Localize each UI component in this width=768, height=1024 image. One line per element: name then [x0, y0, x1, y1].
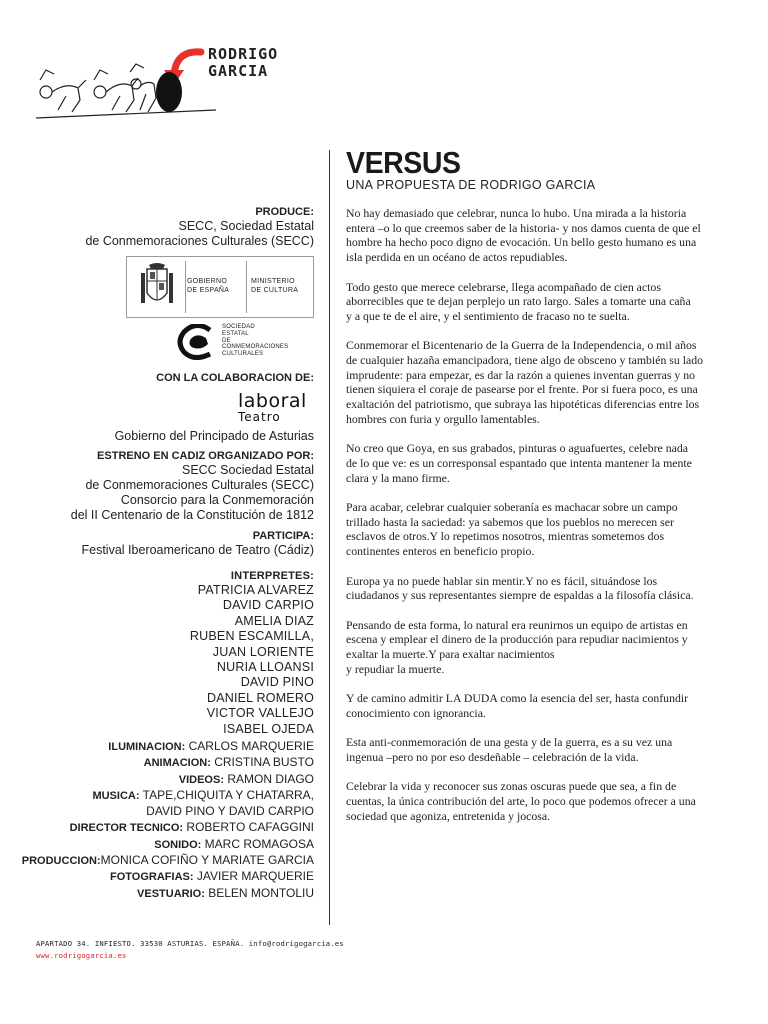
produce-line-1: SECC, Sociedad Estatal	[178, 219, 314, 233]
teatro-text: Teatro	[238, 410, 281, 424]
credit-name: JAVIER MARQUERIE	[193, 869, 314, 884]
cast-name: JUAN LORIENTE	[212, 644, 314, 659]
secc-line: DE	[222, 337, 231, 344]
article-paragraph: Todo gesto que merece celebrarse, llega acompañado de cien actos aborrecibles que te dejan perplejo un rato largo. Sales a tomarte una caña y a que te de el aire, y el sentimiento de fracaso no te suelta.	[346, 279, 691, 323]
credit-name: TAPE,CHIQUITA Y CHATARRA,	[139, 787, 314, 802]
credit-row	[20, 886, 314, 902]
participa-heading: PARTICIPA:	[252, 530, 314, 542]
credit-row	[20, 755, 314, 771]
credit-role: FOTOGRAFIAS:	[110, 871, 194, 884]
credit-name: MARC ROMAGOSA	[201, 836, 314, 851]
gobierno-line2: DE ESPAÑA	[187, 287, 230, 294]
cast-name: RUBEN ESCAMILLA,	[189, 629, 314, 644]
credit-row	[20, 804, 314, 820]
credit-name: BELEN MONTOLIU	[204, 885, 314, 900]
cast-name: ISABEL OJEDA	[223, 721, 314, 736]
secc-emblem-icon	[176, 324, 216, 360]
credit-row	[20, 869, 314, 885]
article-paragraph: Pensando de esta forma, lo natural era reunirnos un equipo de artistas en escena y emplear el dinero de la producción para repudiar nacimientos y exaltar la muerte.Y para exaltar nacimientos y repudiar la muerte.	[346, 617, 688, 676]
brand-name-line1: RODRIGO	[208, 45, 279, 63]
brand-name	[208, 46, 278, 80]
credit-name: MONICA COFIÑO Y MARIATE GARCIA	[100, 853, 314, 868]
estreno-line: Consorcio para la Conmemoración	[120, 493, 314, 507]
credit-role: MUSICA:	[92, 789, 140, 802]
secc-line: ESTATAL	[222, 330, 249, 337]
credit-row	[20, 772, 314, 788]
pushing-figure-3-icon	[130, 64, 156, 112]
credit-row	[20, 853, 314, 869]
cast-name: DAVID PINO	[240, 675, 314, 690]
colaboracion-section	[20, 429, 314, 444]
gobierno-ministerio-logo	[126, 256, 314, 318]
gobierno-line1: GOBIERNO	[187, 278, 228, 285]
article-paragraph: Celebrar la vida y reconocer sus zonas oscuras puede que sea, a fin de cuentas, la única contribución del arte, lo poco que podemos ofrecer a una sociedad que agoniza, entretenida y jocosa.	[346, 779, 696, 823]
footer-address: APARTADO 34. INFIESTO. 33530 ASTURIAS. ESPAÑA. info@rodrigogarcia.es	[36, 939, 344, 948]
credit-row	[20, 788, 314, 804]
credit-row	[20, 837, 314, 853]
cast-name: PATRICIA ALVAREZ	[197, 583, 314, 597]
ministerio-line2: DE CULTURA	[251, 287, 299, 294]
credit-role: ILUMINACION:	[108, 741, 186, 753]
credit-name: DAVID PINO Y DAVID CARPIO	[146, 804, 314, 819]
article-paragraph: Para acabar, celebrar cualquier soberanía es machacar sobre un campo trillado hasta la saciedad: ya sabemos que los pueblos no merecen ser esclavos de otros.Y lo repetimos nosotros, mientras sometemos dos continentes enteros en beneficio propio.	[346, 500, 678, 559]
ministerio-text	[251, 277, 298, 295]
article-paragraph: Europa ya no puede hablar sin mentir.Y no es fácil, situándose los ciudadanos y sus representantes siempre de espaldas a la filosofía clásica.	[346, 573, 694, 603]
estreno-section	[20, 449, 314, 523]
interpretes-section	[20, 569, 314, 737]
pushing-figure-1-icon	[40, 70, 86, 112]
credit-name: CARLOS MARQUERIE	[185, 739, 314, 753]
secc-text	[222, 324, 288, 358]
article-paragraph: No creo que Goya, en sus grabados, pinturas o aguafuertes, celebre nada de lo que ve: es un corresponsal espantado que intenta mantener la mente clara y la mano firme.	[346, 441, 692, 485]
estreno-line: del II Centenario de la Constitución de 1812	[70, 508, 314, 522]
secc-logo	[176, 322, 316, 362]
article-paragraph: No hay demasiado que celebrar, nunca lo hubo. Una mirada a la historia entera –o lo que creemos saber de la historia- y nos damos cuenta de que el hombre ha hecho poco digno de evocación. Un bello gesto humano es una isla perdida en un océano de actos repudiables.	[346, 206, 701, 265]
participa-section	[20, 529, 314, 558]
estreno-line: SECC Sociedad Estatal	[181, 463, 314, 477]
colaboracion-heading: CON LA COLABORACION DE:	[156, 372, 314, 384]
credit-name: ROBERTO CAFAGGINI	[183, 820, 314, 835]
credit-role: VESTUARIO:	[137, 887, 205, 900]
credits-section	[20, 739, 314, 902]
article-paragraph: Esta anti-conmemoración de una gesta y de la guerra, es a su vez una ingenua –pero no por eso desdeñable – celebración de la vida.	[346, 735, 673, 764]
estreno-heading: ESTRENO EN CADIZ ORGANIZADO POR:	[97, 450, 314, 462]
cast-name: DANIEL ROMERO	[206, 690, 314, 705]
cast-name: AMELIA DIAZ	[234, 613, 314, 628]
laboral-text: laboral	[238, 390, 307, 412]
article-body	[346, 206, 736, 838]
participa-text: Festival Iberoamericano de Teatro (Cádiz)	[81, 543, 314, 557]
brand-name-line2: GARCIA	[208, 62, 269, 80]
secc-line: CONMEMORACIONES	[222, 344, 289, 351]
produce-line-2: de Conmemoraciones Culturales (SECC)	[85, 234, 314, 248]
article-paragraph: Y de camino admitir LA DUDA como la esencia del ser, hasta confundir conocimiento con ignorancia.	[346, 691, 689, 720]
credit-role: DIRECTOR TECNICO:	[69, 822, 184, 835]
laboral-teatro-logo	[238, 392, 314, 428]
column-divider	[329, 150, 330, 925]
gobierno-text	[187, 277, 229, 295]
credit-row	[20, 820, 314, 836]
credit-name: CRISTINA BUSTO	[210, 755, 314, 770]
credit-role: VIDEOS:	[178, 773, 224, 786]
secc-line: SOCIEDAD	[222, 324, 255, 330]
coat-of-arms-icon	[137, 263, 177, 311]
credit-role: ANIMACION:	[143, 757, 211, 770]
pushing-figure-2-icon	[94, 70, 138, 112]
cast-name: DAVID CARPIO	[222, 598, 314, 613]
article-title: VERSUS	[346, 145, 461, 180]
cast-name: VICTOR VALLEJO	[206, 706, 314, 721]
cast-name: NURIA LLOANSI	[216, 660, 314, 675]
credit-name: RAMON DIAGO	[223, 771, 314, 786]
colaboracion-heading-wrap	[20, 371, 314, 385]
boulder-icon	[156, 72, 182, 112]
article-subtitle: UNA PROPUESTA DE RODRIGO GARCIA	[346, 178, 596, 192]
interpretes-heading: INTERPRETES:	[230, 570, 314, 582]
colaboracion-text: Gobierno del Principado de Asturias	[114, 429, 314, 443]
produce-heading: PRODUCE:	[255, 206, 314, 218]
ministerio-line1: MINISTERIO	[251, 278, 295, 285]
article-paragraph: Conmemorar el Bicentenario de la Guerra de la Independencia, o mil años de cualquier hazaña emancipadora, tiene algo de obsceno y también su lado imprudente: para empezar, es dar la razón a quienes inventan guerras y no tienen siquiera el coraje de pasearse por el frente. Por si fuera poco, es una exaltación del patriotismo, que subraya las hipotéticas diferencias entre los hombres con furia y orgullo lamentables.	[346, 338, 704, 426]
produce-section	[20, 205, 314, 249]
credit-row	[20, 739, 314, 755]
credit-role: SONIDO:	[154, 838, 202, 851]
credit-role: PRODUCCION:	[21, 855, 101, 868]
estreno-line: de Conmemoraciones Culturales (SECC)	[85, 478, 314, 492]
footer-url-link[interactable]: www.rodrigogarcia.es	[36, 951, 127, 960]
footer	[36, 938, 344, 962]
secc-line: CULTURALES	[222, 351, 264, 358]
